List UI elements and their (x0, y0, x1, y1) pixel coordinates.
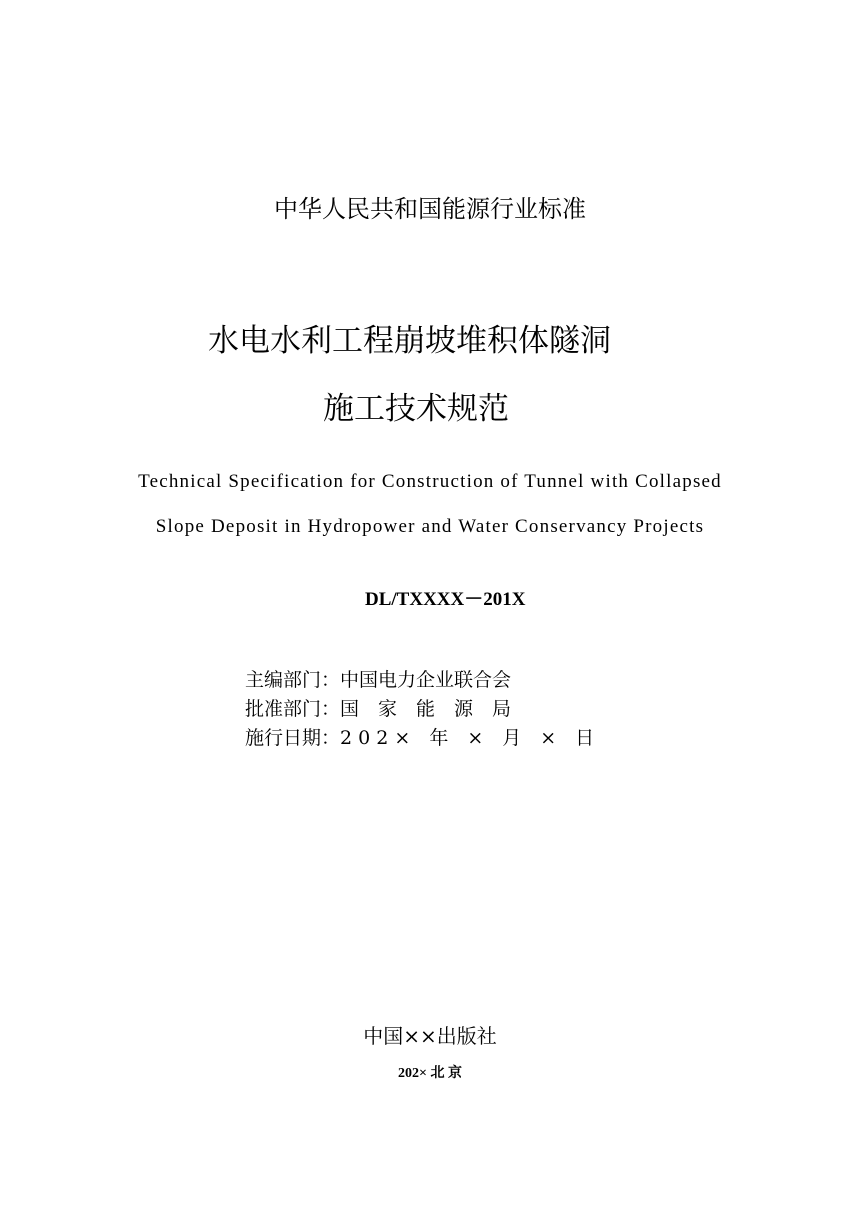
title-cn-line1: 水电水利工程崩坡堆积体隧洞 (208, 323, 611, 359)
approver-row (245, 697, 511, 721)
editor-value: 中国电力企业联合会 (340, 669, 512, 691)
editor-row (245, 668, 511, 692)
approver-label: 批准部门： (245, 698, 341, 720)
approver-value: 国 家 能 源 局 (340, 698, 512, 720)
title-cn-line2: 施工技术规范 (323, 391, 509, 427)
publication-year-place: 202× 北 京 (398, 1066, 462, 1081)
title-en-line1: Technical Specification for Construction of Tunnel with Collapsed (138, 471, 722, 492)
publisher-name: 中国××出版社 (363, 1024, 497, 1048)
standard-number: DL/TXXXX－201X (365, 589, 526, 610)
effective-date-label: 施行日期： (245, 727, 341, 749)
effective-date-value: 2 0 2 × 年 × 月 × 日 (340, 727, 595, 749)
effective-date-row (245, 726, 594, 750)
title-en-line2: Slope Deposit in Hydropower and Water Conservancy Projects (155, 516, 705, 537)
editor-label: 主编部门： (245, 669, 341, 691)
industry-standard-heading: 中华人民共和国能源行业标准 (274, 195, 586, 223)
